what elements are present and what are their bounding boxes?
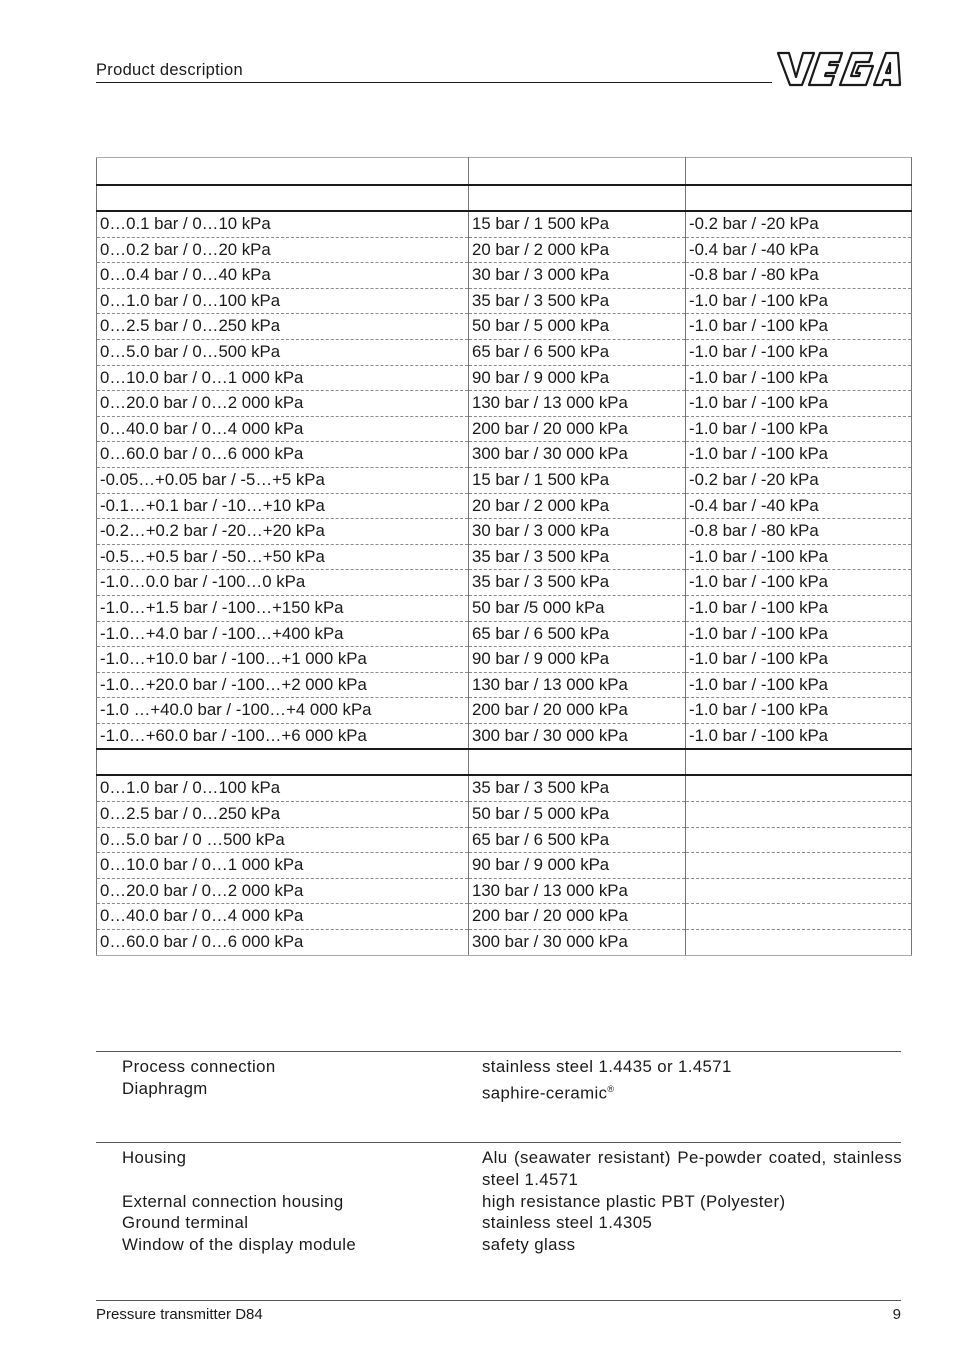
range-cell: 0…20.0 bar / 0…2 000 kPa [97, 878, 469, 904]
process-connection-value: stainless steel 1.4435 or 1.4571 [482, 1057, 732, 1076]
vacuum-cell: -1.0 bar / -100 kPa [686, 391, 912, 417]
vega-logo [776, 50, 902, 88]
table-row [97, 544, 912, 570]
overload-cell: 65 bar / 6 500 kPa [469, 339, 686, 365]
range-cell: 0…2.5 bar / 0…250 kPa [97, 314, 469, 340]
table-subheader-row [97, 185, 912, 211]
range-cell: -1.0 …+40.0 bar / -100…+4 000 kPa [97, 698, 469, 724]
vacuum-cell: -1.0 bar / -100 kPa [686, 544, 912, 570]
vacuum-cell: -0.2 bar / -20 kPa [686, 467, 912, 493]
vacuum-cell: -1.0 bar / -100 kPa [686, 672, 912, 698]
diaphragm-label: Diaphragm [122, 1079, 208, 1098]
vacuum-cell: -1.0 bar / -100 kPa [686, 442, 912, 468]
range-cell: 0…0.4 bar / 0…40 kPa [97, 263, 469, 289]
table-row [97, 263, 912, 289]
table-row [97, 698, 912, 724]
vacuum-cell [686, 775, 912, 801]
absolute-section-row [97, 749, 912, 775]
overload-cell: 35 bar / 3 500 kPa [469, 570, 686, 596]
table-row [97, 288, 912, 314]
overload-cell: 90 bar / 9 000 kPa [469, 647, 686, 673]
footer-rule [96, 1300, 901, 1301]
table-row [97, 493, 912, 519]
overload-cell: 90 bar / 9 000 kPa [469, 853, 686, 879]
overload-cell: 200 bar / 20 000 kPa [469, 698, 686, 724]
range-cell: 0…1.0 bar / 0…100 kPa [97, 288, 469, 314]
vacuum-cell: -1.0 bar / -100 kPa [686, 339, 912, 365]
overload-cell: 130 bar / 13 000 kPa [469, 878, 686, 904]
range-cell: 0…0.2 bar / 0…20 kPa [97, 237, 469, 263]
header-rule [96, 82, 772, 83]
vacuum-cell: -1.0 bar / -100 kPa [686, 570, 912, 596]
process-connection-label: Process connection [122, 1057, 276, 1076]
range-cell: 0…10.0 bar / 0…1 000 kPa [97, 853, 469, 879]
ground-terminal-label: Ground terminal [122, 1213, 249, 1232]
overload-cell: 300 bar / 30 000 kPa [469, 930, 686, 956]
range-cell: -0.2…+0.2 bar / -20…+20 kPa [97, 519, 469, 545]
table-row [97, 467, 912, 493]
range-cell: 0…5.0 bar / 0 …500 kPa [97, 827, 469, 853]
overload-cell: 65 bar / 6 500 kPa [469, 827, 686, 853]
range-cell: -0.5…+0.5 bar / -50…+50 kPa [97, 544, 469, 570]
diaphragm-material: saphire-ceramic [482, 1083, 608, 1103]
range-cell: -1.0…+10.0 bar / -100…+1 000 kPa [97, 647, 469, 673]
vacuum-cell: -1.0 bar / -100 kPa [686, 698, 912, 724]
non-wetted-parts-rule [96, 1142, 901, 1143]
overload-cell: 20 bar / 2 000 kPa [469, 493, 686, 519]
range-cell: -1.0…+60.0 bar / -100…+6 000 kPa [97, 723, 469, 749]
table-header-row [97, 158, 912, 186]
range-cell: 0…1.0 bar / 0…100 kPa [97, 775, 469, 801]
overload-cell: 30 bar / 3 000 kPa [469, 263, 686, 289]
wetted-parts-rule [96, 1051, 901, 1052]
connection-housing-value: high resistance plastic PBT (Polyester) [482, 1192, 786, 1211]
overload-cell: 35 bar / 3 500 kPa [469, 288, 686, 314]
range-cell: -0.05…+0.05 bar / -5…+5 kPa [97, 467, 469, 493]
vacuum-cell: -1.0 bar / -100 kPa [686, 314, 912, 340]
overload-cell: 50 bar /5 000 kPa [469, 595, 686, 621]
range-cell: 0…0.1 bar / 0…10 kPa [97, 211, 469, 237]
display-window-label: Window of the display module [122, 1235, 357, 1254]
overload-cell: 35 bar / 3 500 kPa [469, 775, 686, 801]
overload-cell: 35 bar / 3 500 kPa [469, 544, 686, 570]
range-cell: 0…40.0 bar / 0…4 000 kPa [97, 904, 469, 930]
range-cell: -1.0…+1.5 bar / -100…+150 kPa [97, 595, 469, 621]
footer-doc-title: Pressure transmitter D84 [96, 1306, 263, 1323]
range-cell: 0…5.0 bar / 0…500 kPa [97, 339, 469, 365]
range-cell: -0.1…+0.1 bar / -10…+10 kPa [97, 493, 469, 519]
range-cell: 0…10.0 bar / 0…1 000 kPa [97, 365, 469, 391]
overload-cell: 300 bar / 30 000 kPa [469, 723, 686, 749]
table-row [97, 237, 912, 263]
overload-cell: 30 bar / 3 000 kPa [469, 519, 686, 545]
vacuum-cell [686, 904, 912, 930]
vacuum-cell [686, 930, 912, 956]
table-row [97, 672, 912, 698]
display-window-value: safety glass [482, 1235, 576, 1254]
table-row [97, 802, 912, 828]
table-row [97, 211, 912, 237]
measuring-range-table [96, 157, 912, 956]
table-row [97, 595, 912, 621]
overload-cell: 50 bar / 5 000 kPa [469, 314, 686, 340]
range-cell: 0…60.0 bar / 0…6 000 kPa [97, 930, 469, 956]
table-row [97, 853, 912, 879]
ground-terminal-value: stainless steel 1.4305 [482, 1213, 653, 1232]
vacuum-cell [686, 878, 912, 904]
overload-cell: 65 bar / 6 500 kPa [469, 621, 686, 647]
table-row [97, 878, 912, 904]
table-row [97, 391, 912, 417]
table-row [97, 621, 912, 647]
table-row [97, 570, 912, 596]
table-row [97, 647, 912, 673]
table-row [97, 930, 912, 956]
vacuum-cell: -1.0 bar / -100 kPa [686, 288, 912, 314]
vacuum-cell: -0.2 bar / -20 kPa [686, 211, 912, 237]
vacuum-cell: -0.4 bar / -40 kPa [686, 493, 912, 519]
vacuum-cell: -1.0 bar / -100 kPa [686, 647, 912, 673]
overload-cell: 15 bar / 1 500 kPa [469, 211, 686, 237]
vacuum-cell [686, 802, 912, 828]
overload-cell: 200 bar / 20 000 kPa [469, 904, 686, 930]
overload-cell: 130 bar / 13 000 kPa [469, 672, 686, 698]
overload-cell: 15 bar / 1 500 kPa [469, 467, 686, 493]
overload-cell: 90 bar / 9 000 kPa [469, 365, 686, 391]
overload-cell: 200 bar / 20 000 kPa [469, 416, 686, 442]
table-row [97, 442, 912, 468]
section-title: Product description [96, 61, 243, 79]
table-row [97, 904, 912, 930]
page-number: 9 [892, 1306, 901, 1323]
vacuum-cell [686, 827, 912, 853]
registered-mark: ® [607, 1084, 615, 1094]
overload-cell: 300 bar / 30 000 kPa [469, 442, 686, 468]
table-row [97, 723, 912, 749]
housing-label: Housing [122, 1148, 187, 1167]
vacuum-cell: -1.0 bar / -100 kPa [686, 723, 912, 749]
range-cell: 0…40.0 bar / 0…4 000 kPa [97, 416, 469, 442]
vacuum-cell: -1.0 bar / -100 kPa [686, 365, 912, 391]
diaphragm-value [482, 1078, 902, 1105]
range-cell: -1.0…+20.0 bar / -100…+2 000 kPa [97, 672, 469, 698]
overload-cell: 130 bar / 13 000 kPa [469, 391, 686, 417]
table-row [97, 827, 912, 853]
vacuum-cell: -1.0 bar / -100 kPa [686, 621, 912, 647]
range-cell: 0…2.5 bar / 0…250 kPa [97, 802, 469, 828]
vacuum-cell: -0.4 bar / -40 kPa [686, 237, 912, 263]
table-row [97, 519, 912, 545]
table-row [97, 314, 912, 340]
table-row [97, 339, 912, 365]
table-row [97, 416, 912, 442]
table-row [97, 775, 912, 801]
range-cell: -1.0…+4.0 bar / -100…+400 kPa [97, 621, 469, 647]
range-cell: -1.0…0.0 bar / -100…0 kPa [97, 570, 469, 596]
vacuum-cell: -0.8 bar / -80 kPa [686, 263, 912, 289]
overload-cell: 20 bar / 2 000 kPa [469, 237, 686, 263]
overload-cell: 50 bar / 5 000 kPa [469, 802, 686, 828]
range-cell: 0…20.0 bar / 0…2 000 kPa [97, 391, 469, 417]
vacuum-cell [686, 853, 912, 879]
vacuum-cell: -1.0 bar / -100 kPa [686, 416, 912, 442]
vacuum-cell: -0.8 bar / -80 kPa [686, 519, 912, 545]
table-row [97, 365, 912, 391]
range-cell: 0…60.0 bar / 0…6 000 kPa [97, 442, 469, 468]
housing-value: Alu (seawater resistant) Pe-powder coated, stainless steel 1.4571 [482, 1148, 902, 1189]
vacuum-cell: -1.0 bar / -100 kPa [686, 595, 912, 621]
connection-housing-label: External connection housing [122, 1192, 344, 1211]
